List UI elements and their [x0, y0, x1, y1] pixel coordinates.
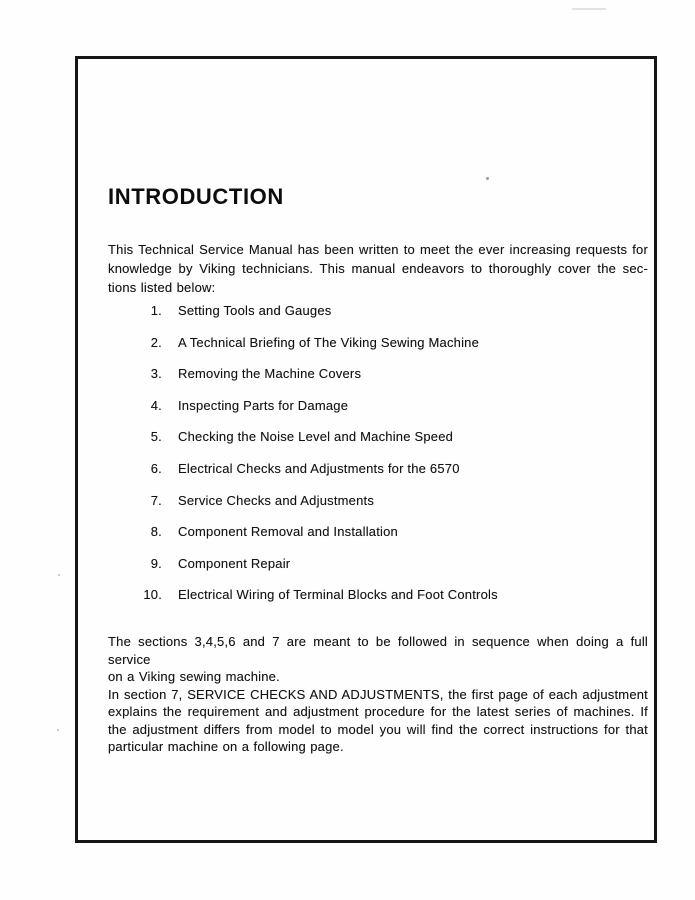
list-item-number: 8. — [150, 524, 162, 540]
paragraph-line: explains the requirement and adjustment procedure for the latest series of machines. If — [108, 704, 648, 719]
list-item — [108, 586, 648, 604]
list-item-number: 2. — [150, 334, 162, 350]
list-item-label: Removing the Machine Covers — [178, 366, 362, 382]
list-item — [108, 555, 648, 573]
paragraph-line: the adjustment differs from model to model you will find the correct instructions for that — [108, 721, 648, 737]
list-item-number: 6. — [150, 460, 162, 476]
list-item-label: Inspecting Parts for Damage — [178, 397, 349, 413]
page-title: INTRODUCTION — [108, 184, 284, 209]
list-item-label: Electrical Wiring of Terminal Blocks and Foot Controls — [178, 587, 498, 603]
list-item-number: 9. — [150, 555, 162, 571]
paragraph-line: tions listed below: — [108, 280, 216, 295]
list-item — [108, 365, 648, 383]
scan-artifact — [58, 574, 60, 576]
list-item — [108, 397, 648, 415]
list-item-label: Component Repair — [178, 555, 291, 571]
list-item-number: 1. — [150, 303, 162, 318]
paragraph-line: In section 7, SERVICE CHECKS AND ADJUSTMENTS, the first page of each adjustment — [108, 686, 648, 702]
list-item-label: Setting Tools and Gauges — [178, 303, 332, 318]
paragraph-line: particular machine on a following page. — [108, 739, 344, 754]
list-item-label: Service Checks and Adjustments — [178, 492, 375, 508]
paragraph-line: The sections 3,4,5,6 and 7 are meant to be followed in sequence when doing a full service — [108, 634, 648, 667]
list-item-number: 5. — [150, 429, 162, 445]
list-item-label: Component Removal and Installation — [178, 524, 398, 540]
list-item — [108, 460, 648, 478]
list-item — [108, 492, 648, 510]
paragraph-line: knowledge by Viking technicians. This manual endeavors to thoroughly cover the sec- — [108, 261, 648, 276]
list-item — [108, 302, 648, 320]
list-item-number: 7. — [150, 492, 162, 508]
list-item-number: 10. — [143, 587, 162, 603]
paragraph-line: This Technical Service Manual has been written to meet the ever increasing requests for — [108, 242, 648, 257]
list-item — [108, 523, 648, 541]
intro-paragraph — [108, 240, 648, 297]
section-list — [108, 302, 648, 618]
list-item-number: 4. — [150, 397, 162, 413]
list-item-number: 3. — [150, 366, 162, 382]
closing-paragraphs — [108, 633, 648, 756]
scan-artifact — [57, 729, 59, 731]
paragraph-line: on a Viking sewing machine. — [108, 669, 280, 684]
list-item-label: A Technical Briefing of The Viking Sewing Machine — [178, 334, 480, 350]
list-item — [108, 428, 648, 446]
list-item — [108, 334, 648, 352]
list-item-label: Electrical Checks and Adjustments for the 6570 — [178, 460, 460, 476]
list-item-label: Checking the Noise Level and Machine Speed — [178, 429, 454, 445]
scan-artifact — [572, 8, 606, 10]
